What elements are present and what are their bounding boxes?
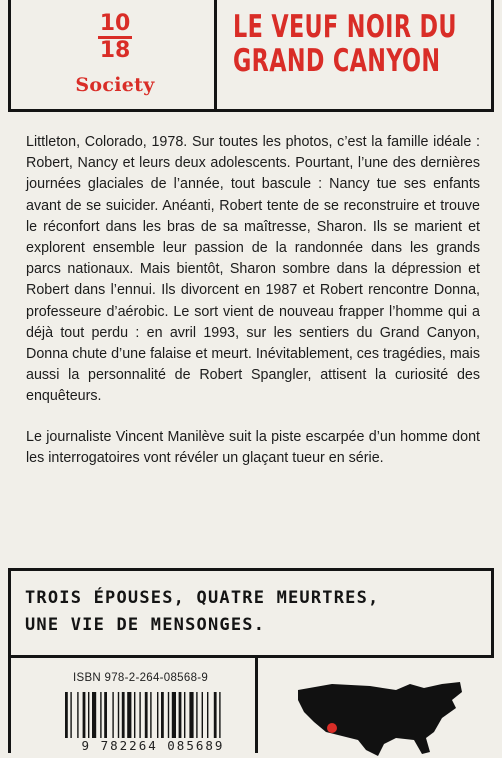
synopsis-paragraph-1: Littleton, Colorado, 1978. Sur toutes les photos, c’est la famille idéale : Robert, Nancy et leurs deux adolescents. Pourtant, l’une des dernières journées glaciales de l’année, tout bascule : Nancy tue ses enfants avant de se suicider. Anéanti, Robert tente de se reconstruire et trouve le réconfort dans les bras de sa maîtresse, Sharon. Ils se marient et explorent ensemble leur passion de la randonnée dans les grands parcs nationaux. Mais bientôt, Sharon sombre dans la dépression et Robert dans l’ennui. Ils divorcent en 1987 et Robert rencontre Donna, professeure d’aérobic. Le sort vient de nouveau frapper l’homme qui a déjà tout perdu : en avril 1993, sur les sentiers du Grand Canyon, Donna chute d’une falaise et meurt. Inévitablement, ces tragédies, mais aussi la personnalité de Robert Spangler, attisent la curiosité des enquêteurs.: [26, 134, 480, 405]
logo-bottom-number: 18: [99, 38, 131, 63]
tagline-line-1: TROIS ÉPOUSES, QUATRE MEURTRES,: [25, 588, 380, 608]
synopsis: [26, 132, 480, 469]
tagline-line-2: UNE VIE DE MENSONGES.: [25, 615, 266, 635]
book-title: [233, 9, 457, 79]
logo-brand: Society: [75, 74, 155, 96]
logo-numbers: [95, 11, 135, 63]
isbn-text: ISBN 978-2-264-08568-9: [73, 672, 209, 684]
barcode-panel: [8, 658, 258, 753]
header: [8, 0, 494, 112]
location-marker-icon: [327, 723, 337, 733]
barcode: [63, 692, 243, 740]
usa-map-icon: [292, 678, 468, 758]
title-line-1: LE VEUF NOIR DU: [233, 9, 457, 45]
tagline: [25, 585, 485, 639]
title-line-2: GRAND CANYON: [233, 43, 441, 79]
barcode-digits: 9 782264 085689: [63, 738, 243, 753]
map-panel: [258, 658, 494, 753]
publisher-logo: [11, 0, 217, 109]
logo-top-number: 10: [99, 11, 131, 36]
tagline-box: [8, 568, 494, 658]
synopsis-paragraph-2: Le journaliste Vincent Manilève suit la piste escarpée d’un homme dont les interrogatoires vont révéler un glaçant tueur en série.: [26, 428, 480, 466]
